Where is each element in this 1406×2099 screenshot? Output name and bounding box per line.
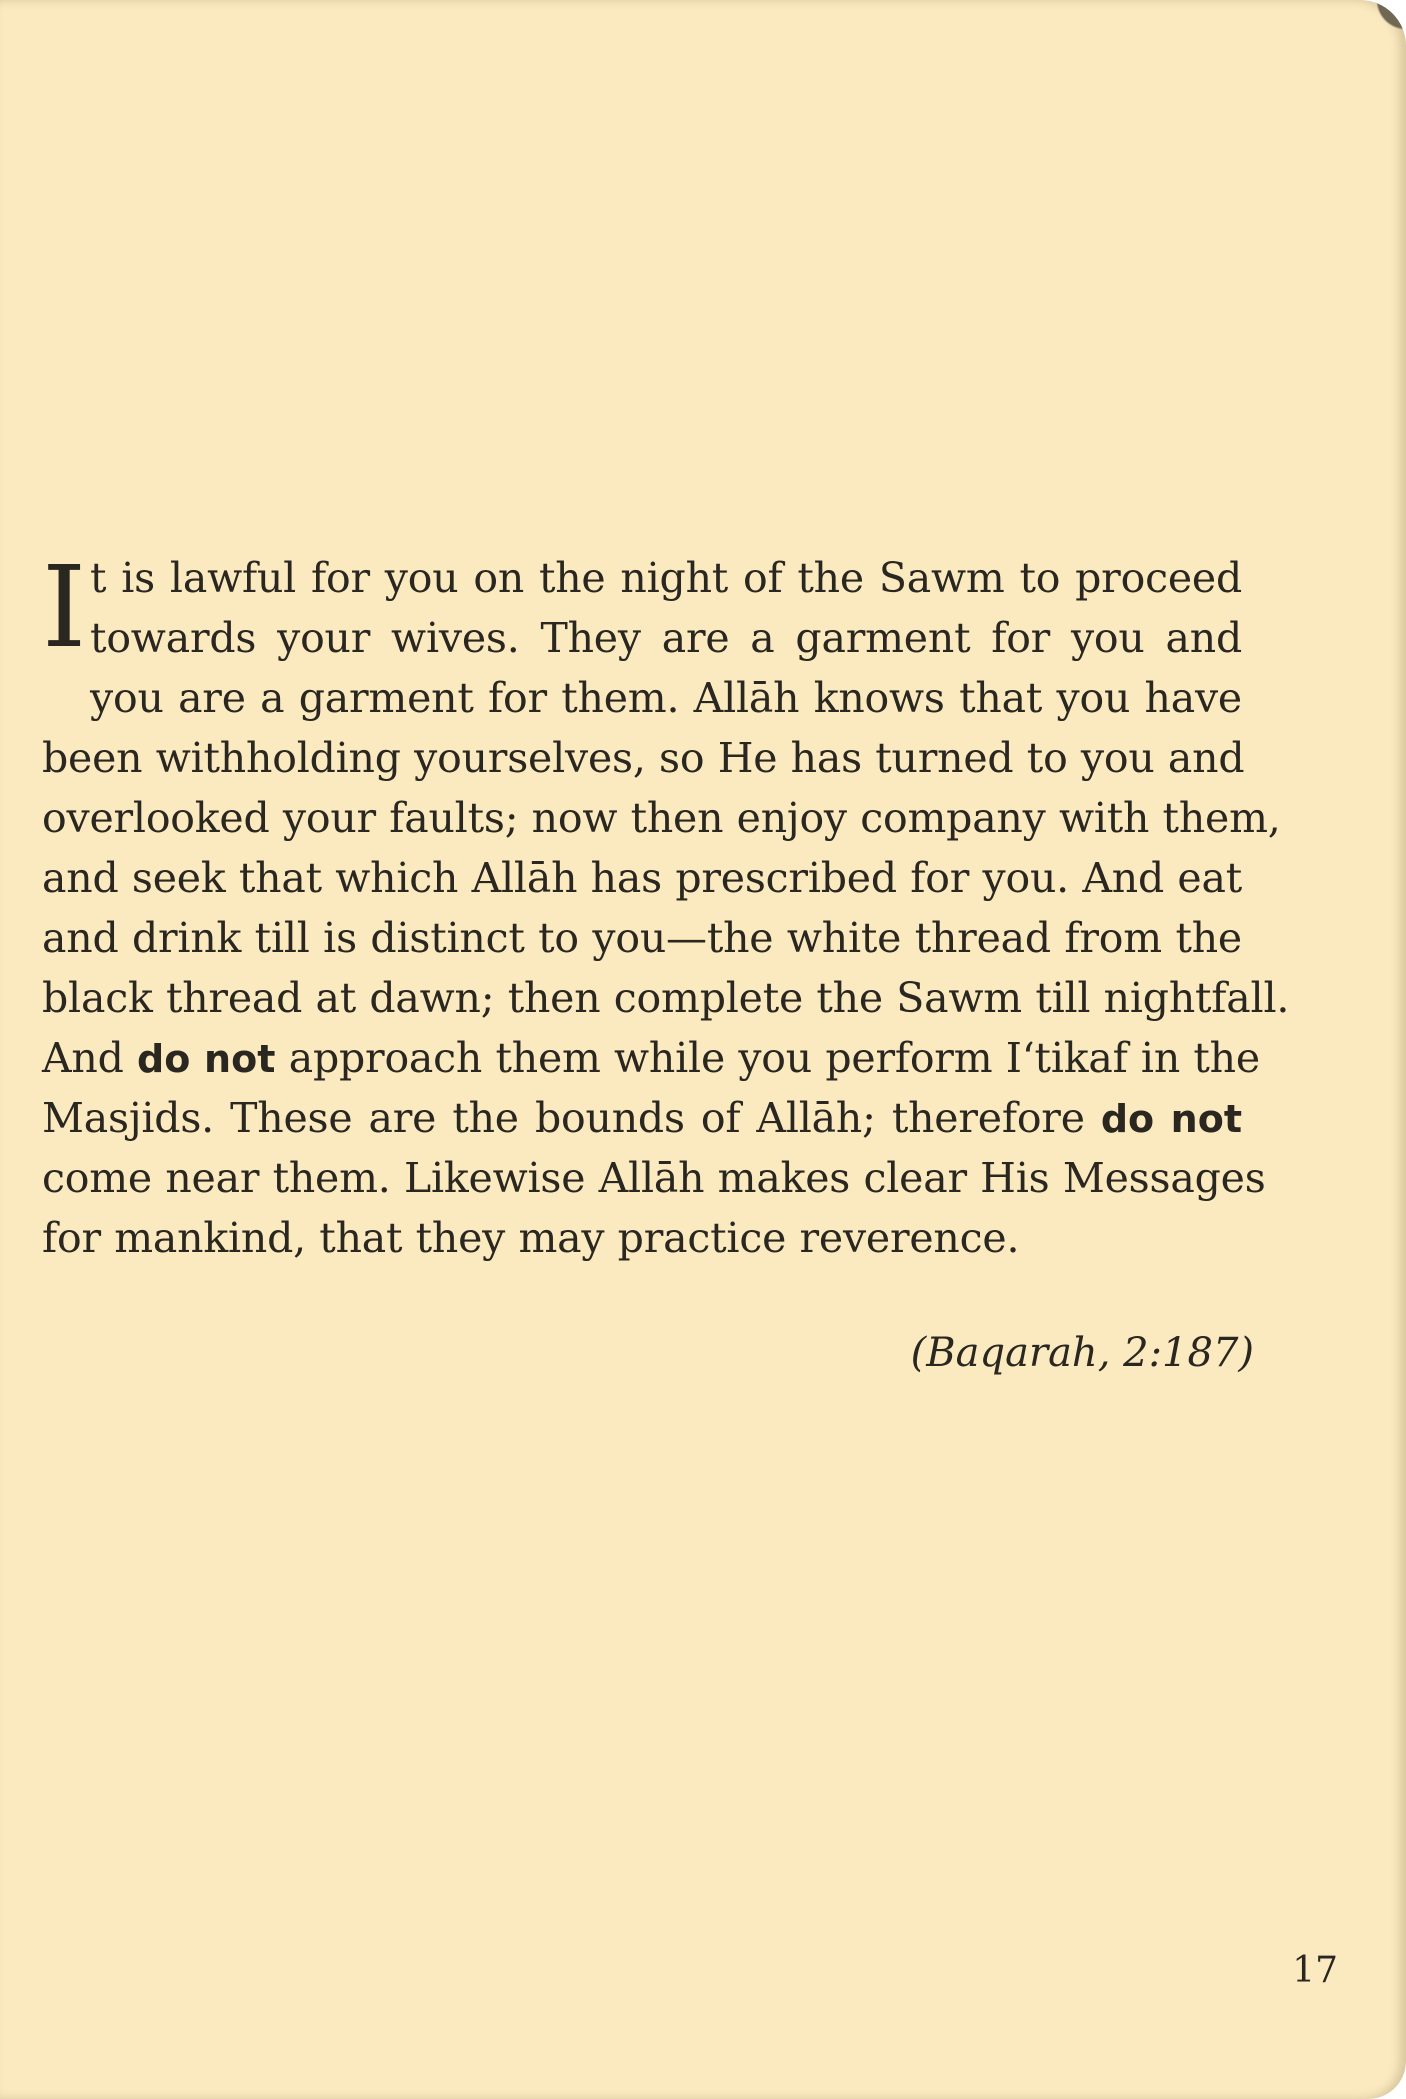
passage-line: and seek that which Allāh has prescribed for you. And eat (42, 854, 1242, 902)
page-corner-shadow (1336, 0, 1406, 60)
passage-line (42, 1028, 1260, 1088)
passage-line: been withholding yourselves, so He has turned to you and (42, 734, 1245, 782)
passage-line: towards your wives. They are a garment for you and (90, 614, 1242, 662)
line-text: Masjids. These are the bounds of Allāh; therefore (42, 1094, 1101, 1142)
quran-passage (42, 543, 1290, 1268)
line-text: approach them while you perform I‘tikaf in the (275, 1034, 1260, 1082)
page-number: 17 (1292, 1950, 1338, 1991)
verse-citation: (Baqarah, 2:187) (910, 1330, 1254, 1376)
passage-line: for mankind, that they may practice reverence. (42, 1214, 1020, 1262)
passage-line: black thread at dawn; then complete the Sawm till nightfall. (42, 974, 1290, 1022)
line-text: And (42, 1034, 137, 1082)
bold-emphasis: do not (1100, 1097, 1242, 1141)
passage-line: t is lawful for you on the night of the Sawm to proceed (90, 554, 1242, 602)
bold-emphasis: do not (137, 1037, 276, 1081)
drop-cap: I (42, 543, 87, 673)
passage-line: overlooked your faults; now then enjoy company with them, (42, 794, 1281, 842)
passage-line: you are a garment for them. Allāh knows that you have (90, 674, 1242, 722)
passage-line: come near them. Likewise Allāh makes clear His Messages (42, 1154, 1266, 1202)
passage-line (42, 1088, 1242, 1148)
passage-line: and drink till is distinct to you—the white thread from the (42, 914, 1242, 962)
